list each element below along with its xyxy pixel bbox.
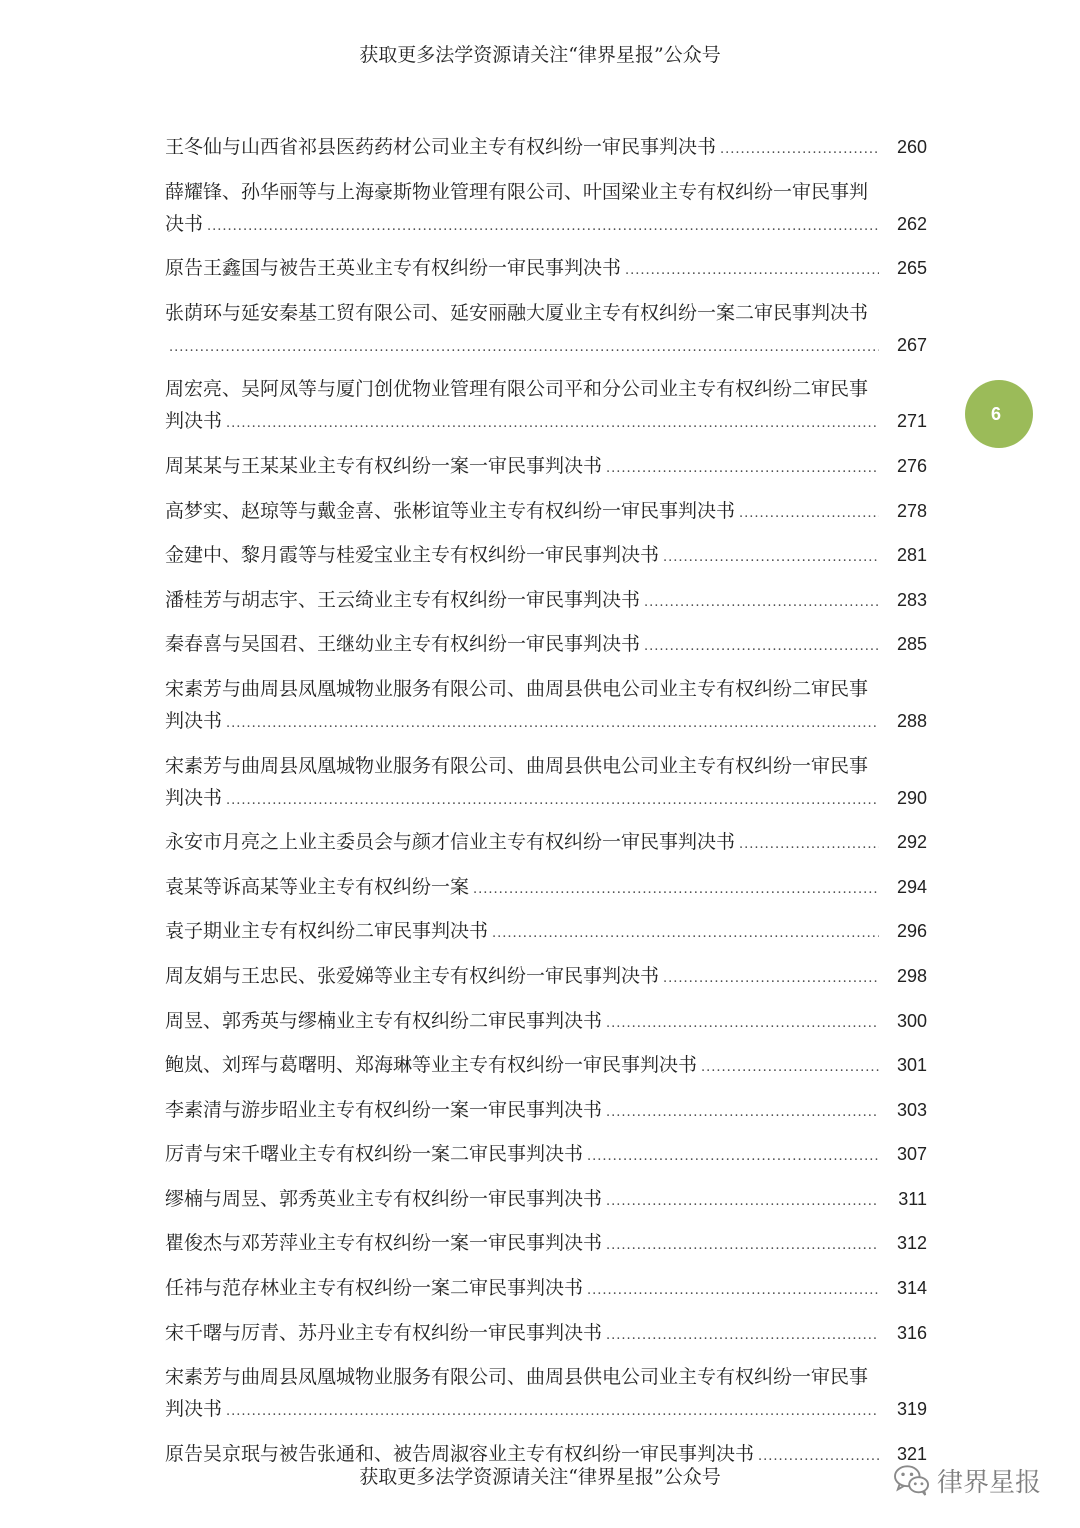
- toc-entry-title: 周某某与王某某业主专有权纠纷一案一审民事判决书: [165, 454, 603, 477]
- toc-entry-page: 316: [896, 1322, 927, 1343]
- toc-entry[interactable]: [165, 673, 927, 740]
- toc-entry-title: 永安市月亮之上业主委员会与颜才信业主专有权纠纷一审民事判决书: [165, 831, 736, 854]
- toc-entry-title: 王冬仙与山西省祁县医药药材公司业主专有权纠纷一审民事判决书: [165, 136, 717, 158]
- toc-entry-page: 271: [896, 411, 927, 432]
- toc-entry[interactable]: [165, 1049, 927, 1084]
- toc-entry-title: 鲍岚、刘珲与葛曙明、郑海琳等业主专有权纠纷一审民事判决书: [165, 1054, 698, 1077]
- toc-entry-page: 303: [896, 1099, 927, 1120]
- toc-entry-page: 307: [896, 1144, 927, 1165]
- toc-entry-title: 判决书: [165, 410, 223, 433]
- dot-leader: [587, 1275, 879, 1307]
- toc-entry[interactable]: [165, 1183, 927, 1218]
- dot-leader: [587, 1141, 879, 1173]
- dot-leader: [606, 453, 879, 485]
- toc-entry[interactable]: [165, 1138, 927, 1173]
- dot-leader: [606, 1008, 879, 1040]
- dot-leader: [606, 1186, 879, 1218]
- toc-entry[interactable]: [165, 176, 927, 243]
- dot-leader: [606, 1320, 879, 1352]
- toc-entry-title: 厉青与宋千曙业主专有权纠纷一案二审民事判决书: [165, 1143, 584, 1166]
- toc-entry[interactable]: [165, 1005, 927, 1040]
- toc-entry-page: 288: [896, 710, 927, 731]
- dot-leader: [169, 332, 879, 364]
- watermark: [893, 1460, 1041, 1500]
- dot-leader: [473, 874, 879, 906]
- page-number-badge: 6: [965, 380, 1033, 448]
- toc-entry[interactable]: [165, 750, 927, 817]
- toc-entry-title: 周宏亮、吴阿凤等与厦门创优物业管理有限公司平和分公司业主专有权纠纷二审民事: [165, 378, 869, 401]
- toc-entry[interactable]: [165, 1272, 927, 1307]
- toc-entry[interactable]: [165, 628, 927, 663]
- toc-entry-page: 265: [896, 258, 927, 279]
- toc-entry-title: 缪楠与周昱、郭秀英业主专有权纠纷一审民事判决书: [165, 1187, 603, 1210]
- toc-entry-page: 285: [896, 634, 927, 655]
- page-header: 获取更多法学资源请关注“律界星报”公众号: [359, 44, 721, 66]
- toc-entry-title: 判决书: [165, 1398, 223, 1421]
- toc-entry-page: 319: [896, 1399, 927, 1420]
- toc-entry[interactable]: [165, 297, 927, 364]
- toc-entry-title: 薛耀锋、孙华丽等与上海豪斯物业管理有限公司、叶国梁业主专有权纠纷一审民事判: [165, 180, 869, 203]
- toc-entry-title: 周昱、郭秀英与缪楠业主专有权纠纷二审民事判决书: [165, 1009, 603, 1032]
- toc-entry-title: 宋素芳与曲周县凤凰城物业服务有限公司、曲周县供电公司业主专有权纠纷一审民事: [165, 1366, 869, 1389]
- toc-entry[interactable]: [165, 1317, 927, 1352]
- dot-leader: [739, 829, 879, 861]
- toc-entry-title: 瞿俊杰与邓芳萍业主专有权纠纷一案一审民事判决书: [165, 1232, 603, 1255]
- toc-entry[interactable]: [165, 871, 927, 906]
- toc-entry-title: 判决书: [165, 709, 223, 732]
- toc-entry-page: 321: [896, 1443, 927, 1464]
- toc-entry-title: 宋千曙与厉青、苏丹业主专有权纠纷一审民事判决书: [165, 1321, 603, 1344]
- dot-leader: [701, 1052, 879, 1084]
- toc-entry-title: 潘桂芳与胡志宇、王云绮业主专有权纠纷一审民事判决书: [165, 588, 641, 611]
- toc-entry[interactable]: [165, 373, 927, 440]
- toc-entry-title: 高梦实、赵琼等与戴金喜、张彬谊等业主专有权纠纷一审民事判决书: [165, 499, 736, 522]
- toc-entry[interactable]: [165, 584, 927, 619]
- toc-entry-page: 311: [898, 1188, 927, 1209]
- toc-entry-title: 李素清与游步昭业主专有权纠纷一案一审民事判决书: [165, 1098, 603, 1121]
- toc-entry[interactable]: [165, 1361, 927, 1428]
- toc-entry-page: 292: [896, 832, 927, 853]
- dot-leader: [625, 255, 879, 287]
- dot-leader: [226, 785, 879, 817]
- toc-entry-title: 判决书: [165, 786, 223, 809]
- toc-entry-title: 秦春喜与吴国君、王继幼业主专有权纠纷一审民事判决书: [165, 633, 641, 656]
- dot-leader: [226, 408, 879, 440]
- toc-entry-title: 张荫环与延安秦基工贸有限公司、延安丽融大厦业主专有权纠纷一案二审民事判决书: [165, 301, 869, 324]
- dot-leader: [606, 1097, 879, 1129]
- dot-leader: [226, 708, 879, 740]
- toc-entry-page: 296: [896, 921, 927, 942]
- toc-entry-page: 300: [896, 1010, 927, 1031]
- toc-entry-title: 宋素芳与曲周县凤凰城物业服务有限公司、曲周县供电公司业主专有权纠纷一审民事: [165, 754, 869, 777]
- dot-leader: [492, 918, 879, 950]
- toc-entry-page: 276: [896, 455, 927, 476]
- dot-leader: [663, 963, 879, 995]
- toc-entry-page: 262: [896, 213, 927, 234]
- toc-entry-page: 281: [896, 545, 927, 566]
- toc-entry-title: 宋素芳与曲周县凤凰城物业服务有限公司、曲周县供电公司业主专有权纠纷二审民事: [165, 677, 869, 700]
- toc-entry[interactable]: [165, 915, 927, 950]
- toc-entry-page: 278: [896, 500, 927, 521]
- toc-entry-title: 原告吴京珉与被告张通和、被告周淑容业主专有权纠纷一审民事判决书: [165, 1442, 755, 1465]
- wechat-icon: [893, 1463, 931, 1497]
- dot-leader: [644, 587, 879, 619]
- toc-entry-page: 312: [896, 1233, 927, 1254]
- toc-entry[interactable]: [165, 450, 927, 485]
- dot-leader: [207, 211, 879, 243]
- toc-entry[interactable]: [165, 826, 927, 861]
- toc-entry[interactable]: [165, 539, 927, 574]
- toc-entry[interactable]: [165, 495, 927, 530]
- toc-entry-page: 301: [896, 1055, 927, 1076]
- toc-entry-page: 267: [896, 334, 927, 355]
- toc-entry-page: 260: [896, 137, 927, 157]
- toc-entry-title: 原告王鑫国与被告王英业主专有权纠纷一审民事判决书: [165, 257, 622, 280]
- toc-entry-page: 314: [896, 1278, 927, 1299]
- watermark-text: 律界星报: [937, 1467, 1042, 1498]
- dot-leader: [720, 134, 879, 166]
- toc-entry-title: 袁某等诉高某等业主专有权纠纷一案: [165, 875, 470, 898]
- toc-entry[interactable]: [165, 1227, 927, 1262]
- toc-entry[interactable]: [165, 131, 927, 166]
- toc-entry-title: 周友娟与王忠民、张爱娣等业主专有权纠纷一审民事判决书: [165, 964, 660, 987]
- toc-entry-title: 金建中、黎月霞等与桂爱宝业主专有权纠纷一审民事判决书: [165, 544, 660, 567]
- toc-entry-page: 283: [896, 589, 927, 610]
- dot-leader: [226, 1396, 879, 1428]
- toc-entry[interactable]: [165, 252, 927, 287]
- toc-entry-page: 294: [896, 876, 927, 897]
- toc-entry-title: 决书: [165, 212, 204, 235]
- toc-entry-page: 290: [896, 787, 927, 808]
- table-of-contents: [165, 131, 927, 1482]
- dot-leader: [606, 1230, 879, 1262]
- toc-entry-page: 298: [896, 965, 927, 986]
- toc-entry[interactable]: [165, 1094, 927, 1129]
- toc-entry-title: 任祎与范存林业主专有权纠纷一案二审民事判决书: [165, 1277, 584, 1300]
- toc-entry-title: 袁子期业主专有权纠纷二审民事判决书: [165, 920, 489, 943]
- page-footer: 获取更多法学资源请关注“律界星报”公众号: [359, 1466, 721, 1488]
- dot-leader: [663, 542, 879, 574]
- dot-leader: [644, 631, 879, 663]
- toc-entry[interactable]: [165, 960, 927, 995]
- dot-leader: [739, 498, 879, 530]
